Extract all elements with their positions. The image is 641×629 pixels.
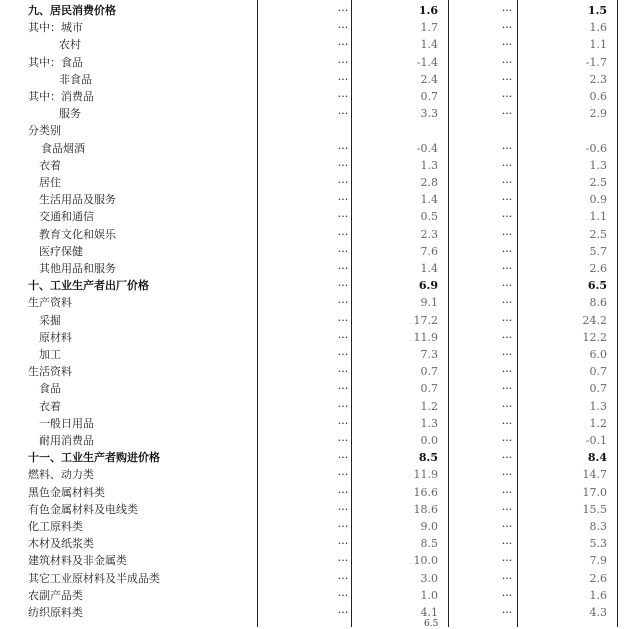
table-row bbox=[0, 432, 641, 449]
cumulative-marker: ··· bbox=[501, 485, 513, 499]
table-row bbox=[0, 380, 641, 397]
current-period-marker: ··· bbox=[337, 141, 349, 155]
table-row bbox=[0, 570, 641, 587]
table-row bbox=[0, 226, 641, 243]
cumulative-marker: ··· bbox=[501, 571, 513, 585]
current-period-marker: ··· bbox=[337, 399, 349, 413]
table-row bbox=[0, 2, 641, 19]
cumulative-value: 2.6 bbox=[589, 262, 607, 275]
current-period-value: 0.7 bbox=[420, 365, 438, 379]
row-label: 其中：消费品 bbox=[28, 90, 94, 103]
current-period-marker: ··· bbox=[337, 606, 349, 619]
current-period-marker: ··· bbox=[337, 330, 349, 344]
row-label: 建筑材料及非金属类 bbox=[28, 554, 127, 568]
row-label: 教育文化和娱乐 bbox=[39, 227, 116, 241]
current-period-marker: ··· bbox=[337, 193, 349, 207]
current-period-value: 2.3 bbox=[420, 227, 438, 241]
current-period-marker: ··· bbox=[337, 502, 349, 516]
current-period-value: 11.9 bbox=[413, 330, 438, 344]
cumulative-marker: ··· bbox=[501, 55, 513, 69]
cumulative-marker: ··· bbox=[501, 176, 513, 189]
current-period-marker: ··· bbox=[337, 485, 349, 499]
current-period-value: 10.0 bbox=[413, 554, 438, 568]
current-period-marker: ··· bbox=[337, 416, 349, 430]
table-row bbox=[0, 54, 641, 71]
cumulative-marker: ··· bbox=[501, 262, 513, 275]
cumulative-marker: ··· bbox=[501, 520, 513, 533]
table-row bbox=[0, 174, 641, 191]
cumulative-value: 1.6 bbox=[589, 21, 607, 35]
cumulative-value: 12.2 bbox=[582, 330, 607, 344]
current-period-marker: ··· bbox=[337, 313, 349, 327]
row-label: 纺织原料类 bbox=[28, 606, 83, 619]
cumulative-value: 6.5 bbox=[587, 279, 607, 293]
current-period-marker: ··· bbox=[337, 55, 349, 69]
cumulative-value: 0.7 bbox=[589, 382, 607, 396]
cumulative-marker: ··· bbox=[501, 606, 513, 619]
cumulative-value: 24.2 bbox=[582, 313, 607, 327]
row-label: 食品 bbox=[39, 382, 61, 396]
row-label: 燃料、动力类 bbox=[28, 468, 94, 482]
row-label: 耐用消费品 bbox=[39, 434, 94, 447]
row-label: 其中：食品 bbox=[28, 55, 83, 69]
current-period-value: 0.7 bbox=[420, 90, 438, 103]
row-label: 木材及纸浆类 bbox=[28, 537, 94, 551]
cumulative-marker: ··· bbox=[501, 227, 513, 241]
current-period-marker: ··· bbox=[337, 296, 349, 310]
cumulative-marker: ··· bbox=[501, 210, 513, 224]
cumulative-marker: ··· bbox=[501, 4, 513, 17]
current-period-value: 6.9 bbox=[418, 279, 438, 293]
row-label: 加工 bbox=[39, 348, 61, 361]
cumulative-value: 1.3 bbox=[589, 399, 607, 413]
table-row bbox=[0, 415, 641, 432]
row-label: 分类别 bbox=[28, 124, 61, 138]
cumulative-value: 0.7 bbox=[589, 365, 607, 379]
row-label: 十一、工业生产者购进价格 bbox=[28, 451, 160, 465]
cumulative-value: 7.9 bbox=[589, 554, 607, 568]
cumulative-marker: ··· bbox=[501, 399, 513, 413]
cumulative-value: 2.6 bbox=[589, 571, 607, 585]
cumulative-marker: ··· bbox=[501, 21, 513, 35]
table-row bbox=[0, 363, 641, 380]
table-row bbox=[0, 329, 641, 346]
cumulative-value: 8.6 bbox=[589, 296, 607, 310]
current-period-value: 1.4 bbox=[420, 38, 438, 52]
cumulative-marker: ··· bbox=[501, 90, 513, 103]
cumulative-value: 1.6 bbox=[589, 588, 607, 602]
table-row bbox=[0, 208, 641, 225]
table-row bbox=[0, 191, 641, 208]
table-row bbox=[0, 535, 641, 552]
current-period-value: 9.1 bbox=[420, 296, 438, 310]
cumulative-marker: ··· bbox=[501, 158, 513, 172]
current-period-marker: ··· bbox=[337, 520, 349, 533]
row-label: 生产资料 bbox=[28, 296, 72, 310]
cumulative-value: 0.6 bbox=[589, 90, 607, 103]
cumulative-marker: ··· bbox=[501, 451, 513, 465]
cumulative-value: 17.0 bbox=[582, 485, 607, 499]
current-period-value: 8.5 bbox=[420, 537, 438, 551]
cumulative-marker: ··· bbox=[501, 537, 513, 551]
current-period-marker: ··· bbox=[337, 382, 349, 396]
cumulative-marker: ··· bbox=[501, 554, 513, 568]
current-period-marker: ··· bbox=[337, 571, 349, 585]
cumulative-value: 0.9 bbox=[589, 193, 607, 207]
current-period-value: 0.7 bbox=[420, 382, 438, 396]
table-row bbox=[0, 501, 641, 518]
current-period-value: 7.6 bbox=[420, 244, 438, 258]
current-period-value: 2.4 bbox=[420, 72, 438, 86]
cumulative-marker: ··· bbox=[501, 382, 513, 396]
cumulative-value: 5.3 bbox=[589, 537, 607, 551]
table-row bbox=[0, 105, 641, 122]
cumulative-value: 1.1 bbox=[589, 38, 607, 52]
row-label: 其他用品和服务 bbox=[39, 262, 116, 275]
current-period-value: 1.6 bbox=[418, 4, 438, 17]
current-period-marker: ··· bbox=[337, 107, 349, 121]
current-period-value: -1.4 bbox=[416, 55, 438, 69]
table-row bbox=[0, 294, 641, 311]
table-row bbox=[0, 88, 641, 105]
row-label: 衣着 bbox=[39, 399, 61, 413]
cumulative-value: -0.6 bbox=[585, 141, 607, 155]
current-period-value: 17.2 bbox=[413, 313, 438, 327]
row-label: 有色金属材料及电线类 bbox=[28, 502, 138, 516]
table-row bbox=[0, 449, 641, 466]
current-period-marker: ··· bbox=[337, 72, 349, 86]
cumulative-marker: ··· bbox=[501, 38, 513, 52]
row-label: 服务 bbox=[59, 107, 81, 121]
current-period-marker: ··· bbox=[337, 38, 349, 52]
row-label: 农村 bbox=[59, 38, 81, 52]
cumulative-value: 4.3 bbox=[589, 606, 607, 619]
cumulative-marker: ··· bbox=[501, 502, 513, 516]
cumulative-marker: ··· bbox=[501, 313, 513, 327]
current-period-marker: ··· bbox=[337, 554, 349, 568]
row-label: 农副产品类 bbox=[28, 588, 83, 602]
cumulative-marker: ··· bbox=[501, 330, 513, 344]
cumulative-marker: ··· bbox=[501, 279, 513, 293]
current-period-value: 0.0 bbox=[420, 434, 438, 447]
table-row bbox=[0, 243, 641, 260]
cumulative-marker: ··· bbox=[501, 244, 513, 258]
row-label: 生活资料 bbox=[28, 365, 72, 379]
current-period-value: 1.4 bbox=[420, 193, 438, 207]
row-label: 居住 bbox=[39, 176, 61, 189]
table-row bbox=[0, 157, 641, 174]
cumulative-marker: ··· bbox=[501, 365, 513, 379]
row-label: 十、工业生产者出厂价格 bbox=[28, 279, 149, 293]
current-period-value: 3.3 bbox=[420, 107, 438, 121]
current-period-marker: ··· bbox=[337, 451, 349, 465]
table-row bbox=[0, 346, 641, 363]
row-label: 非食品 bbox=[59, 72, 92, 86]
table-row bbox=[0, 398, 641, 415]
current-period-value: 8.5 bbox=[418, 451, 438, 465]
cumulative-value: 2.5 bbox=[589, 227, 607, 241]
current-period-value: 11.9 bbox=[413, 468, 438, 482]
table-row bbox=[0, 518, 641, 535]
cumulative-marker: ··· bbox=[501, 72, 513, 86]
row-label: 食品烟酒 bbox=[41, 141, 85, 155]
cumulative-value: 1.2 bbox=[589, 416, 607, 430]
current-period-marker: ··· bbox=[337, 176, 349, 189]
current-period-marker: ··· bbox=[337, 227, 349, 241]
table-row bbox=[0, 260, 641, 277]
row-label: 其它工业原材料及半成品类 bbox=[28, 571, 160, 585]
table-row bbox=[0, 466, 641, 483]
cumulative-value: 1.1 bbox=[589, 210, 607, 224]
table-row bbox=[0, 277, 641, 294]
row-label: 一般日用品 bbox=[39, 416, 94, 430]
cumulative-value: 5.7 bbox=[589, 244, 607, 258]
current-period-value: 1.3 bbox=[420, 416, 438, 430]
row-label: 黑色金属材料类 bbox=[28, 485, 105, 499]
current-period-value: 0.5 bbox=[420, 210, 438, 224]
table-row bbox=[0, 140, 641, 157]
current-period-value: 1.2 bbox=[420, 399, 438, 413]
cumulative-value: 14.7 bbox=[582, 468, 607, 482]
cumulative-value: -0.1 bbox=[585, 434, 607, 447]
table-row bbox=[0, 312, 641, 329]
current-period-value: 1.3 bbox=[420, 158, 438, 172]
current-period-value: 1.4 bbox=[420, 262, 438, 275]
current-period-marker: ··· bbox=[337, 90, 349, 103]
current-period-marker: ··· bbox=[337, 434, 349, 447]
cumulative-value: 1.3 bbox=[589, 158, 607, 172]
cumulative-marker: ··· bbox=[501, 141, 513, 155]
table-row bbox=[0, 71, 641, 88]
current-period-marker: ··· bbox=[337, 279, 349, 293]
current-period-marker: ··· bbox=[337, 348, 349, 361]
current-period-marker: ··· bbox=[337, 210, 349, 224]
cumulative-value: 1.5 bbox=[587, 4, 607, 17]
current-period-marker: ··· bbox=[337, 365, 349, 379]
cumulative-marker: ··· bbox=[501, 348, 513, 361]
current-period-value: 3.0 bbox=[420, 571, 438, 585]
cumulative-value: 2.5 bbox=[589, 176, 607, 189]
current-period-marker: ··· bbox=[337, 468, 349, 482]
cumulative-value: 2.3 bbox=[589, 72, 607, 86]
current-period-value: 1.0 bbox=[420, 588, 438, 602]
current-period-marker: ··· bbox=[337, 588, 349, 602]
row-label: 原材料 bbox=[39, 330, 72, 344]
row-label: 医疗保健 bbox=[39, 244, 83, 258]
current-period-value: 7.3 bbox=[420, 348, 438, 361]
cumulative-value: 6.0 bbox=[589, 348, 607, 361]
cumulative-marker: ··· bbox=[501, 296, 513, 310]
table-row bbox=[0, 122, 641, 139]
current-period-value: 1.7 bbox=[420, 21, 438, 35]
cumulative-value: 8.3 bbox=[589, 520, 607, 533]
row-label: 九、居民消费价格 bbox=[28, 4, 116, 17]
current-period-value: 2.8 bbox=[420, 176, 438, 189]
cumulative-marker: ··· bbox=[501, 588, 513, 602]
current-period-value: 16.6 bbox=[413, 485, 438, 499]
cumulative-marker: ··· bbox=[501, 193, 513, 207]
table-row bbox=[0, 552, 641, 569]
row-label: 衣着 bbox=[39, 158, 61, 172]
cumulative-marker: ··· bbox=[501, 434, 513, 447]
cumulative-value: 15.5 bbox=[582, 502, 607, 516]
current-period-value: 9.0 bbox=[420, 520, 438, 533]
current-period-marker: ··· bbox=[337, 244, 349, 258]
table-row bbox=[0, 587, 641, 604]
cumulative-marker: ··· bbox=[501, 468, 513, 482]
row-label: 交通和通信 bbox=[39, 210, 94, 224]
current-period-value: 18.6 bbox=[413, 502, 438, 516]
current-period-value: -0.4 bbox=[416, 141, 438, 155]
current-period-value: 4.1 bbox=[420, 606, 438, 619]
table-row bbox=[0, 36, 641, 53]
row-label: 其中：城市 bbox=[28, 21, 83, 35]
current-period-marker: ··· bbox=[337, 21, 349, 35]
cut-off-value: 6.5 bbox=[424, 619, 439, 629]
table-row bbox=[0, 604, 641, 621]
current-period-marker: ··· bbox=[337, 262, 349, 275]
row-label: 生活用品及服务 bbox=[39, 193, 116, 207]
table-row bbox=[0, 19, 641, 36]
current-period-marker: ··· bbox=[337, 537, 349, 551]
cumulative-value: 8.4 bbox=[587, 451, 607, 465]
cumulative-value: 2.9 bbox=[589, 107, 607, 121]
row-label: 化工原料类 bbox=[28, 520, 83, 533]
current-period-marker: ··· bbox=[337, 4, 349, 17]
cumulative-marker: ··· bbox=[501, 107, 513, 121]
cumulative-value: -1.7 bbox=[585, 55, 607, 69]
current-period-marker: ··· bbox=[337, 158, 349, 172]
table-row bbox=[0, 484, 641, 501]
cumulative-marker: ··· bbox=[501, 416, 513, 430]
row-label: 采掘 bbox=[39, 313, 61, 327]
